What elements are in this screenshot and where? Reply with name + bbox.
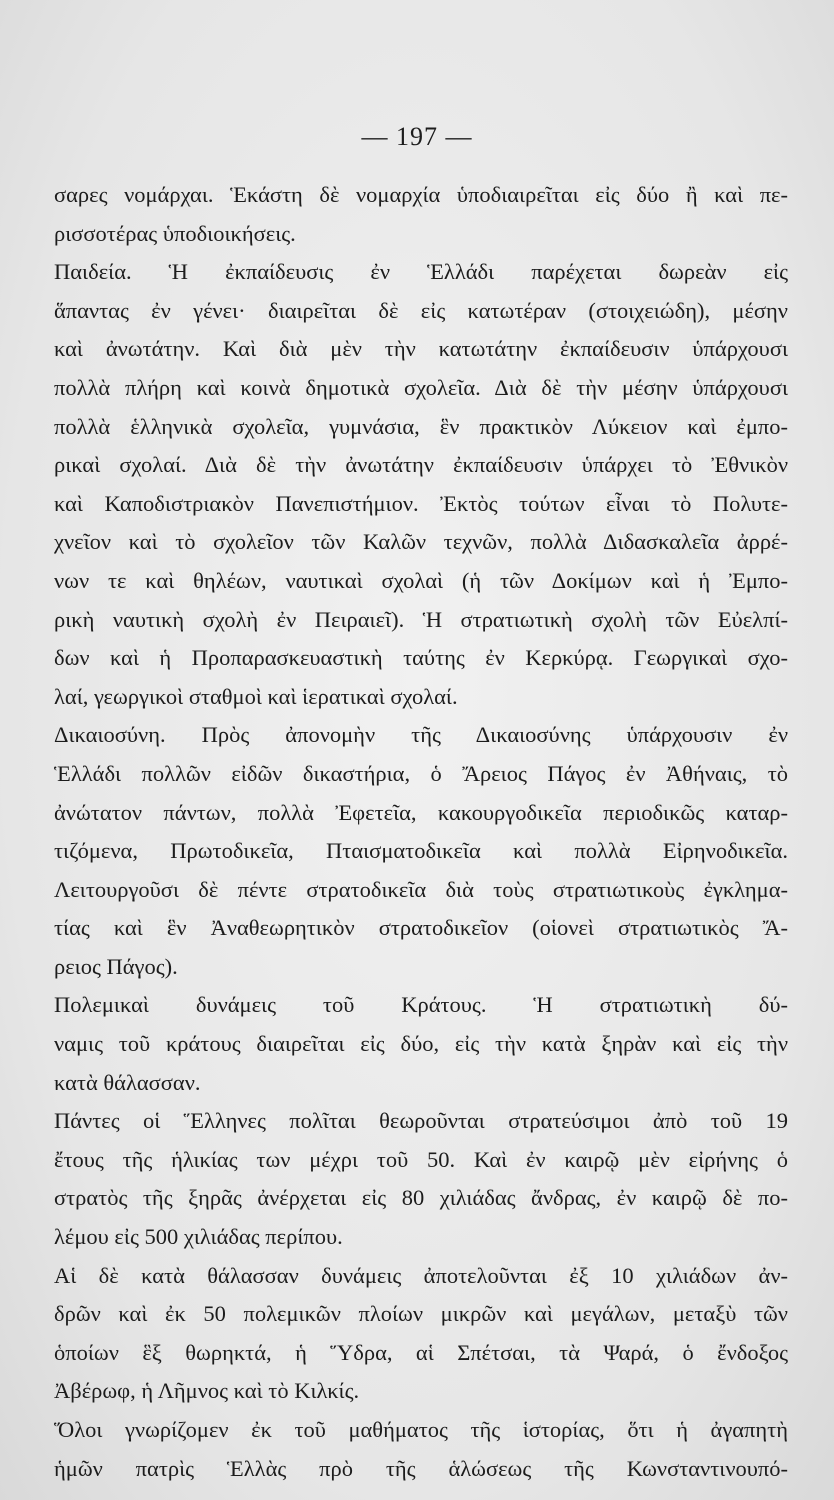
text-line: Ὅλοι γνωρίζομεν ἐκ τοῦ μαθήματος τῆς ἱστορίας, ὅτι ἡ ἀγαπητὴ [54,1417,788,1442]
text-line: λαί, γεωργικοὶ σταθμοὶ καὶ ἱερατικαὶ σχολαί. [54,683,458,709]
text-line: δρῶν καὶ ἐκ 50 πολεμικῶν πλοίων μικρῶν καὶ μεγάλων, μεταξὺ τῶν [54,1301,788,1327]
text-line: ἔτους τῆς ἡλικίας των μέχρι τοῦ 50. Καὶ ἐν καιρῷ μὲν εἰρήνης ὁ [54,1146,788,1172]
text-line: ρισσοτέρας ὑποδιοικήσεις. [54,220,296,246]
page-text [54,176,788,1488]
text-line: καὶ ἀνωτάτην. Καὶ διὰ μὲν τὴν κατωτάτην ἐκπαίδευσιν ὑπάρχουσι [54,336,788,362]
text-line: Αἱ δὲ κατὰ θάλασσαν δυνάμεις ἀποτελοῦνται ἐξ 10 χιλιάδων ἀν- [54,1262,788,1288]
text-line: ὁποίων ἓξ θωρηκτά, ἡ Ὕδρα, αἱ Σπέτσαι, τὰ Ψαρά, ὁ ἔνδοξος [54,1339,788,1365]
text-line: καὶ Καποδιστριακὸν Πανεπιστήμιον. Ἐκτὸς τούτων εἶναι τὸ Πολυτε- [54,490,788,516]
text-line: ἀνώτατον πάντων, πολλὰ Ἐφετεῖα, κακουργοδικεῖα περιοδικῶς καταρ- [54,799,788,825]
text-line: τιζόμενα, Πρωτοδικεῖα, Πταισματοδικεῖα καὶ πολλὰ Εἰρηνοδικεῖα. [54,838,788,864]
text-line: χνεῖον καὶ τὸ σχολεῖον τῶν Καλῶν τεχνῶν, πολλὰ Διδασκαλεῖα ἀρρέ- [54,529,788,555]
text-line: δων καὶ ἡ Προπαρασκευαστικὴ ταύτης ἐν Κερκύρᾳ. Γεωργικαὶ σχο- [54,645,788,671]
text-line: Πάντες οἱ Ἕλληνες πολῖται θεωροῦνται στρατεύσιμοι ἀπὸ τοῦ 19 [54,1108,788,1134]
text-line: ἅπαντας ἐν γένει· διαιρεῖται δὲ εἰς κατωτέραν (στοιχειώδη), μέσην [54,297,788,323]
text-line: πολλὰ ἑλληνικὰ σχολεῖα, γυμνάσια, ἓν πρακτικὸν Λύκειον καὶ ἐμπο- [54,413,788,439]
text-line: Λειτουργοῦσι δὲ πέντε στρατοδικεῖα διὰ τοὺς στρατιωτικοὺς ἐγκλημα- [54,876,788,902]
text-line: νων τε καὶ θηλέων, ναυτικαὶ σχολαὶ (ἡ τῶν Δοκίμων καὶ ἡ Ἐμπο- [54,567,788,593]
text-line: λέμου εἰς 500 χιλιάδας περίπου. [54,1224,343,1250]
page-number: — 197 — [361,122,473,151]
text-line: τίας καὶ ἓν Ἀναθεωρητικὸν στρατοδικεῖον (οἱονεὶ στρατιωτικὸς Ἄ- [54,915,788,941]
text-line: Πολεμικαὶ δυνάμεις τοῦ Κράτους. Ἡ στρατιωτικὴ δύ- [54,992,788,1018]
text-line: Ἀβέρωφ, ἡ Λῆμνος καὶ τὸ Κιλκίς. [54,1378,360,1404]
text-line: ρικαὶ σχολαί. Διὰ δὲ τὴν ἀνωτάτην ἐκπαίδευσιν ὑπάρχει τὸ Ἐθνικὸν [54,452,788,478]
text-line: Παιδεία. Ἡ ἐκπαίδευσις ἐν Ἑλλάδι παρέχεται δωρεὰν εἰς [54,259,788,285]
text-line: στρατὸς τῆς ξηρᾶς ἀνέρχεται εἰς 80 χιλιάδας ἄνδρας, ἐν καιρῷ δὲ πο- [54,1185,788,1211]
text-line: σαρες νομάρχαι. Ἑκάστη δὲ νομαρχία ὑποδιαιρεῖται εἰς δύο ἢ καὶ πε- [54,182,788,207]
text-line: ἡμῶν πατρὶς Ἑλλὰς πρὸ τῆς ἁλώσεως τῆς Κωνσταντινουπό- [54,1455,788,1481]
text-line: κατὰ θάλασσαν. [54,1069,201,1095]
text-line: πολλὰ πλήρη καὶ κοινὰ δημοτικὰ σχολεῖα. Διὰ δὲ τὴν μέσην ὑπάρχουσι [54,374,788,400]
text-line: Ἑλλάδι πολλῶν εἰδῶν δικαστήρια, ὁ Ἄρειος Πάγος ἐν Ἀθήναις, τὸ [54,760,788,786]
text-line: ρειος Πάγος). [54,953,178,979]
text-line: ρικὴ ναυτικὴ σχολὴ ἐν Πειραιεῖ). Ἡ στρατιωτικὴ σχολὴ τῶν Εὐελπί- [54,606,788,632]
text-line: Δικαιοσύνη. Πρὸς ἀπονομὴν τῆς Δικαιοσύνης ὑπάρχουσιν ἐν [54,722,788,748]
text-line: ναμις τοῦ κράτους διαιρεῖται εἰς δύο, εἰς τὴν κατὰ ξηρὰν καὶ εἰς τὴν [54,1031,788,1057]
